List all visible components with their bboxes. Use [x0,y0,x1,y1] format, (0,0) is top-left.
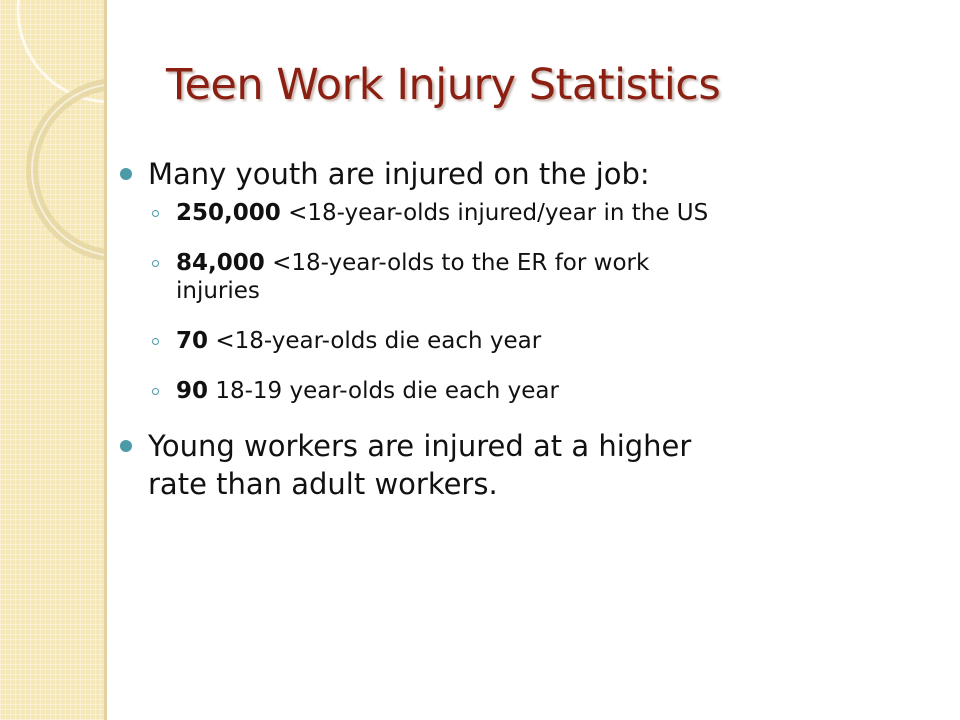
statistic-number: 84,000 [176,250,265,276]
decorative-circles-graphic [0,0,106,260]
bullet-item [118,155,918,405]
slide-title: Teen Work Injury Statistics [166,60,721,110]
statistic-text: <18-year-olds to the ER for work injuries [176,250,650,304]
statistic-text: 18-19 year-olds die each year [208,378,559,404]
sub-bullet-item [148,327,736,355]
bullet-text: Young workers are injured at a higher rate than adult workers. [148,429,692,501]
bullet-item [118,427,918,503]
side-band-edge [104,0,107,720]
bullet-dot-icon [120,440,132,452]
sub-bullet-item [148,249,736,305]
decorative-side-band [0,0,106,720]
ring-bullet-icon [152,260,159,267]
statistic-number: 250,000 [176,200,281,226]
ring-bullet-icon [152,388,159,395]
statistic-text: <18-year-olds die each year [208,328,542,354]
bullet-list [118,155,918,509]
sub-bullet-list [148,199,918,405]
ring-bullet-icon [152,338,159,345]
statistic-number: 90 [176,378,209,404]
bullet-dot-icon [120,168,132,180]
statistic-text: <18-year-olds injured/year in the US [280,200,709,226]
bullet-text: Many youth are injured on the job: [148,157,650,191]
sub-bullet-item [148,377,736,405]
sub-bullet-item [148,199,736,227]
statistic-number: 70 [176,328,209,354]
ring-bullet-icon [152,210,159,217]
